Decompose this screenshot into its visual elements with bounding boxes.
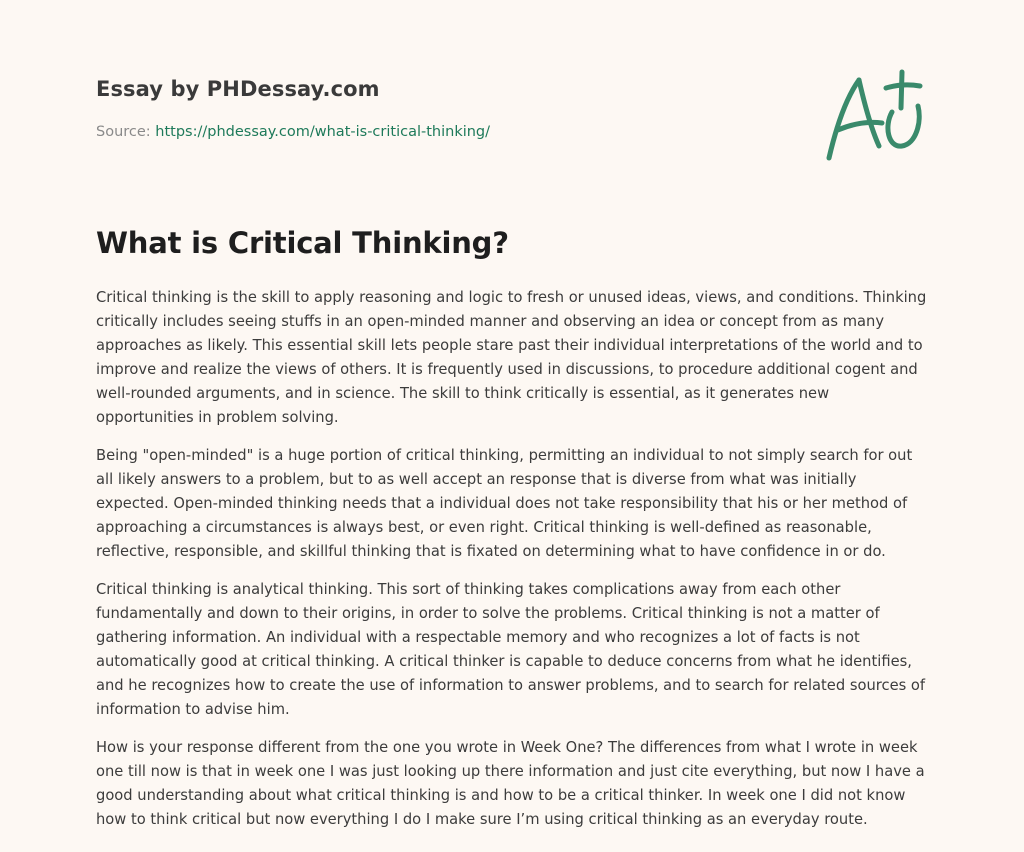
paragraph: Critical thinking is the skill to apply reasoning and logic to fresh or unused ideas, views, and conditions. Thinking critically includes seeing stuffs in an open-minded manner and observing an idea or concept from as many approaches as likely. This essential skill lets people stare past their individual interpretations of the world and to improve and realize the views of others. It is frequently used in discussions, to procedure additional cogent and well-rounded arguments, and in science. The skill to think critically is essential, as it generates new opportunities in problem solving. [96, 289, 927, 426]
source-label: Source: [96, 124, 156, 140]
source-link[interactable]: https://phdessay.com/what-is-critical-thinking/ [155, 124, 491, 140]
essay-title: What is Critical Thinking? [96, 226, 509, 260]
source-line [96, 124, 490, 140]
paragraph: How is your response different from the one you wrote in Week One? The differences from what I wrote in week one till now is that in week one I was just looking up there information and just cite everything, but now I have a good understanding about what critical thinking is and how to be a critical thinker. In week one I did not know how to think critical but now everything I do I make sure I’m using critical thinking as an everyday route. [96, 739, 925, 828]
essay-body [96, 286, 928, 846]
paragraph: Critical thinking is analytical thinking. This sort of thinking takes complications away from each other fundamentally and down to their origins, in order to solve the problems. Critical thinking is not a matter of gathering information. An individual with a respectable memory and who recognizes a lot of facts is not automatically good at critical thinking. A critical thinker is capable to deduce concerns from what he identifies, and he recognizes how to create the use of information to answer problems, and to search for related sources of information to advise him. [96, 581, 926, 718]
brand-title: Essay by PHDessay.com [96, 77, 380, 101]
paragraph: Being "open-minded" is a huge portion of critical thinking, permitting an individual to not simply search for out all likely answers to a problem, but to as well accept an response that is diverse from what was initially expected. Open-minded thinking needs that a individual does not take responsibility that his or her method of approaching a circumstances is always best, or even right. Critical thinking is well-defined as reasonable, reflective, responsible, and skillful thinking that is fixated on determining what to have confidence in or do. [96, 447, 913, 560]
a-plus-logo-icon [822, 68, 926, 164]
